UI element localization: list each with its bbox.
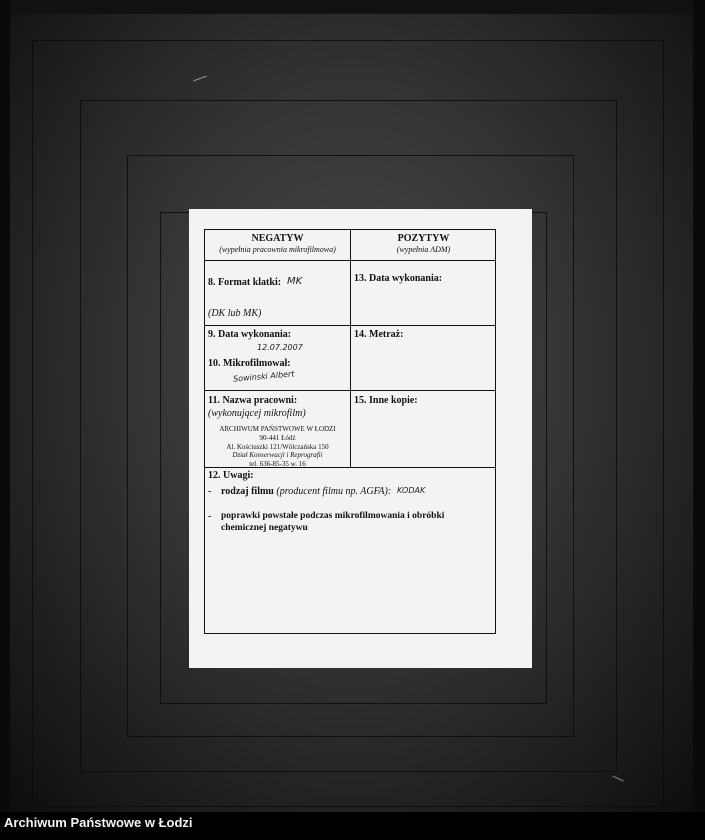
remark-1-handwritten-value: KODAK bbox=[397, 486, 426, 495]
stamp-line: Al. Kościuszki 121/Wólczańska 150 bbox=[226, 442, 329, 451]
form-card bbox=[189, 209, 532, 668]
field-11-hint: (wykonującej mikrofilm) bbox=[208, 408, 306, 419]
institution-stamp bbox=[205, 425, 350, 469]
field-9-label: 9. Data wykonania: bbox=[208, 329, 292, 340]
row-divider bbox=[205, 260, 496, 261]
pozytyw-title: POZYTYW bbox=[397, 233, 450, 244]
field-12-label: 12. Uwagi: bbox=[208, 470, 254, 481]
negatyw-subtitle: (wypełnia pracownia mikrofilmowa) bbox=[219, 245, 336, 254]
negatyw-title: NEGATYW bbox=[251, 233, 304, 244]
field-8-label: 8. Format klatki: bbox=[208, 277, 282, 288]
stamp-line: ARCHIWUM PAŃSTWOWE W ŁODZI bbox=[219, 425, 336, 433]
stamp-line: tel. 636-85-35 w. 16 bbox=[249, 460, 306, 468]
field-13-label: 13. Data wykonania: bbox=[354, 273, 443, 284]
archive-credit: Archiwum Państwowe w Łodzi bbox=[4, 815, 193, 830]
film-edge-right bbox=[693, 0, 705, 812]
field-11-label: 11. Nazwa pracowni: bbox=[208, 395, 298, 406]
remark-2-line-2: chemicznej negatywu bbox=[221, 523, 308, 533]
row-divider bbox=[205, 325, 496, 326]
stamp-line: 90-441 Łódź bbox=[259, 433, 296, 442]
remark-bullet: - bbox=[208, 486, 212, 497]
row-divider bbox=[205, 390, 496, 391]
remark-1-text: rodzaj filmu bbox=[221, 486, 274, 497]
remark-1 bbox=[221, 486, 391, 498]
field-9-handwritten-value: 12.07.2007 bbox=[257, 343, 303, 352]
form-table bbox=[204, 229, 496, 634]
field-8-handwritten-value: MK bbox=[287, 276, 303, 287]
stamp-line: Dział Konserwacji i Reprografii bbox=[232, 451, 323, 460]
pozytyw-subtitle: (wypełnia ADM) bbox=[396, 245, 451, 254]
remark-1-hint: (producent filmu np. AGFA): bbox=[276, 486, 392, 497]
field-8-hint: (DK lub MK) bbox=[208, 308, 262, 319]
field-10-signature: Sowinski Albert bbox=[232, 369, 295, 384]
field-15-label: 15. Inne kopie: bbox=[354, 395, 418, 406]
remark-bullet: - bbox=[208, 511, 212, 522]
column-divider bbox=[350, 230, 351, 467]
field-14-label: 14. Metraż: bbox=[354, 329, 404, 340]
film-edge-left bbox=[0, 0, 10, 812]
field-10-label: 10. Mikrofilmował: bbox=[208, 358, 291, 369]
remark-2-line-1: poprawki powstałe podczas mikrofilmowania i obróbki bbox=[221, 511, 445, 521]
film-edge-top bbox=[0, 0, 705, 14]
